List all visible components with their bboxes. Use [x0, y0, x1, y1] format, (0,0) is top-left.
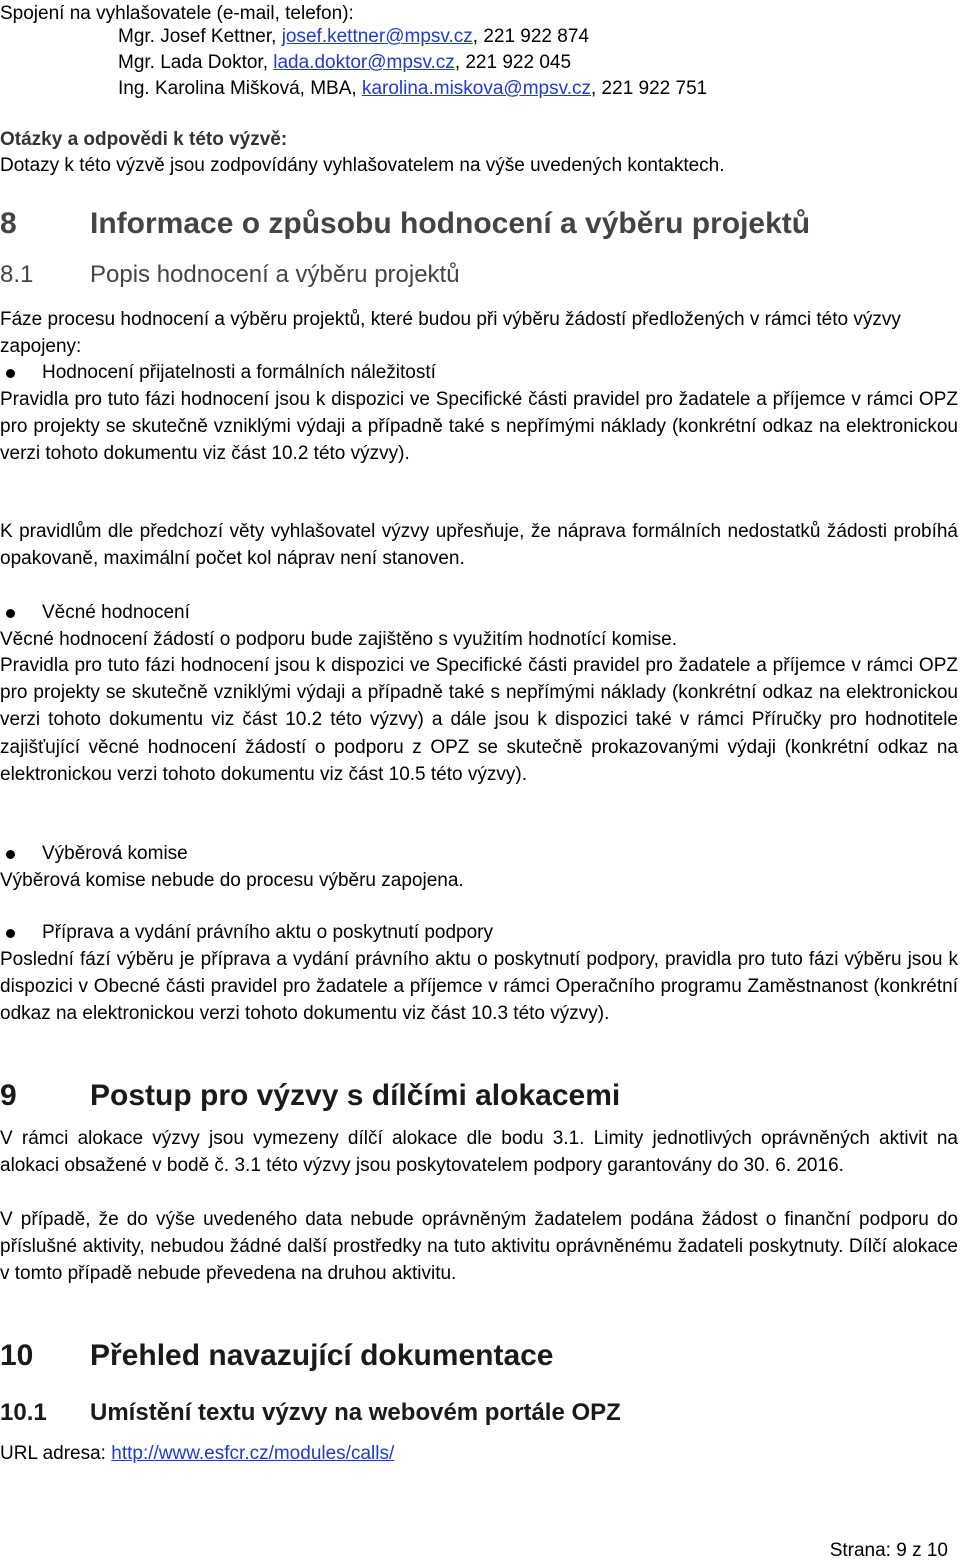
- bullet-item: Věcné hodnocení: [0, 599, 958, 626]
- contact-line: Mgr. Lada Doktor, lada.doktor@mpsv.cz, 221 922 045: [118, 52, 572, 73]
- bullet-icon: [6, 369, 15, 378]
- bullet-item: Hodnocení přijatelnosti a formálních náležitostí: [0, 359, 958, 386]
- section-10-1-heading: 10.1 Umístění textu výzvy na webovém portále OPZ: [0, 1399, 621, 1426]
- qa-text: Dotazy k této výzvě jsou zodpovídány vyhlašovatelem na výše uvedených kontaktech.: [0, 155, 725, 176]
- section-8-heading: 8 Informace o způsobu hodnocení a výběru projektů: [0, 207, 811, 240]
- section-9-heading: 9 Postup pro výzvy s dílčími alokacemi: [0, 1079, 621, 1112]
- contact-line: Ing. Karolina Mišková, MBA, karolina.miskova@mpsv.cz, 221 922 751: [118, 78, 708, 99]
- intro-paragraph: Fáze procesu hodnocení a výběru projektů, které budou při výběru žádostí předložených v rámci této výzvy zapojeny:: [0, 309, 901, 358]
- paragraph: K pravidlům dle předchozí věty vyhlašovatel výzvy upřesňuje, že náprava formálních nedostatků žádosti probíhá opakovaně, maximální počet kol náprav není stanoven.: [0, 521, 958, 570]
- bullet-icon: [6, 929, 15, 938]
- bullet-item: Příprava a vydání právního aktu o poskytnutí podpory: [0, 919, 958, 946]
- contact-line: Mgr. Josef Kettner, josef.kettner@mpsv.cz, 221 922 874: [118, 26, 589, 47]
- bullet-item: Výběrová komise: [0, 840, 958, 867]
- email-link[interactable]: josef.kettner@mpsv.cz: [281, 26, 473, 47]
- section-10-heading: 10 Přehled navazující dokumentace: [0, 1339, 554, 1372]
- bullet-icon: [6, 850, 15, 859]
- email-link[interactable]: karolina.miskova@mpsv.cz: [361, 78, 591, 99]
- email-link[interactable]: lada.doktor@mpsv.cz: [273, 52, 455, 73]
- url-link[interactable]: http://www.esfcr.cz/modules/calls/: [111, 1443, 395, 1464]
- bullet-icon: [6, 609, 15, 618]
- paragraph: Poslední fází výběru je příprava a vydání právního aktu o poskytnutí podpory, pravidla pro tuto fázi výběru jsou k dispozici v Obecné části pravidel pro žadatele a příjemce v rámci Operačního programu Zaměstnanost (konkrétní odkaz na elektronickou verzi tohoto dokumentu viz část 10.3 této výzvy).: [0, 949, 958, 1025]
- paragraph: Věcné hodnocení žádostí o podporu bude zajištěno s využitím hodnotící komise.: [0, 629, 678, 650]
- paragraph: V případě, že do výše uvedeného data nebude oprávněným žadatelem podána žádost o finanční podporu do příslušné aktivity, nebudou žádné další prostředky na tuto aktivitu oprávněnému žadateli poskytnuty. Dílčí alokace v tomto případě nebude převedena na druhou aktivitu.: [0, 1209, 958, 1285]
- paragraph: Výběrová komise nebude do procesu výběru zapojena.: [0, 870, 464, 891]
- paragraph: V rámci alokace výzvy jsou vymezeny dílčí alokace dle bodu 3.1. Limity jednotlivých oprávněných aktivit na alokaci obsažené v bodě č. 3.1 této výzvy jsou poskytovatelem podpory garantovány do 30. 6. 2016.: [0, 1128, 958, 1177]
- page-number: Strana: 9 z 10: [829, 1540, 948, 1561]
- contacts-heading: Spojení na vyhlašovatele (e-mail, telefon):: [0, 3, 354, 24]
- qa-heading: Otázky a odpovědi k této výzvě:: [0, 129, 288, 150]
- section-8-1-heading: 8.1 Popis hodnocení a výběru projektů: [0, 261, 460, 288]
- paragraph: Pravidla pro tuto fázi hodnocení jsou k dispozici ve Specifické části pravidel pro žadatele a příjemce v rámci OPZ pro projekty se skutečně vzniklými výdaji a případně také s nepřímými náklady (konkrétní odkaz na elektronickou verzi tohoto dokumentu viz část 10.2 této výzvy) a dále jsou k dispozici také v rámci Příručky pro hodnotitele zajišťující věcné hodnocení žádostí o podporu z OPZ se skutečně prokazovanými výdaji (konkrétní odkaz na elektronickou verzi tohoto dokumentu viz část 10.5 této výzvy).: [0, 655, 958, 785]
- url-line: URL adresa: http://www.esfcr.cz/modules/calls/: [0, 1443, 395, 1464]
- paragraph: Pravidla pro tuto fázi hodnocení jsou k dispozici ve Specifické části pravidel pro žadatele a příjemce v rámci OPZ pro projekty se skutečně vzniklými výdaji a případně také s nepřímými náklady (konkrétní odkaz na elektronickou verzi tohoto dokumentu viz část 10.2 této výzvy).: [0, 389, 958, 465]
